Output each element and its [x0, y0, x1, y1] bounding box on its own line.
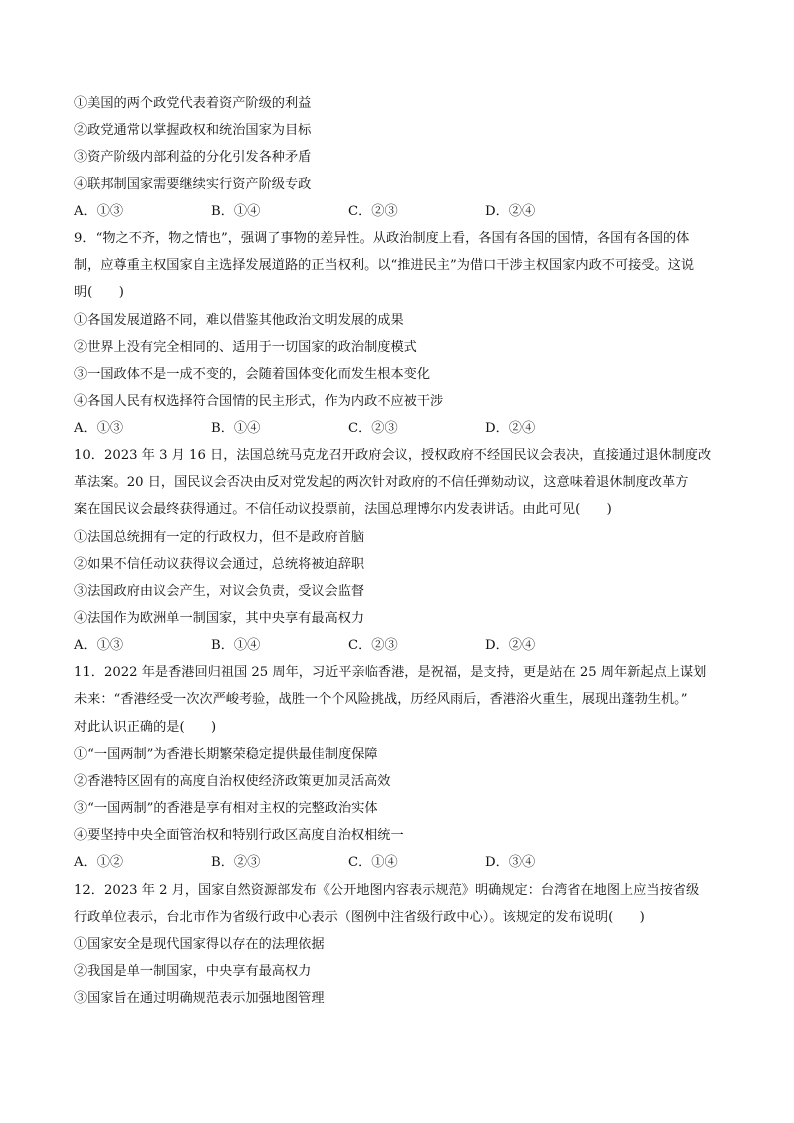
q10-option-3: ③法国政府由议会产生，对议会负责，受议会监督 [74, 584, 365, 599]
q11-option-1: ①“一国两制”为香港长期繁荣稳定提供最佳制度保障 [74, 747, 378, 762]
q9-choices [74, 420, 734, 438]
q10-stem-line-1: 10．2023 年 3 月 16 日，法国总统马克龙召开政府会议，授权政府不经国民议会表决，直接通过退休制度改 [74, 448, 712, 463]
q9-stem-line-3: 明( ) [74, 285, 124, 300]
q12-option-1: ①国家安全是现代国家得以存在的法理依据 [74, 937, 325, 952]
q11-option-2: ②香港特区固有的高度自治权使经济政策更加灵活高效 [74, 774, 391, 789]
q8-choice-a: A．①③ [74, 204, 124, 219]
q12-stem-line-2: 行政单位表示，台北市作为省级行政中心表示（图例中注省级行政中心）。该规定的发布说明( ) [74, 910, 645, 925]
q10-choice-b: B．①④ [211, 638, 261, 653]
q11-choice-d: D．③④ [485, 855, 536, 870]
q11-option-3: ③“一国两制”的香港是享有相对主权的完整政治实体 [74, 801, 378, 816]
q11-stem-line-1: 11．2022 年是香港回归祖国 25 周年，习近平亲临香港，是祝福，是支持，更是站在 25 周年新起点上谋划 [74, 665, 707, 680]
q11-option-4: ④要坚持中央全面管治权和特别行政区高度自治权相统一 [74, 828, 404, 843]
q11-stem-line-3: 对此认识正确的是( ) [74, 720, 217, 735]
q9-stem-line-1: 9．“物之不齐，物之情也”，强调了事物的差异性。从政治制度上看，各国有各国的国情，各国有各国的体 [74, 231, 690, 246]
q11-choice-b: B．②③ [211, 855, 261, 870]
q12-option-2: ②我国是单一制国家，中央享有最高权力 [74, 964, 312, 979]
q10-option-2: ②如果不信任动议获得议会通过，总统将被迫辞职 [74, 557, 365, 572]
q9-option-1: ①各国发展道路不同，难以借鉴其他政治文明发展的成果 [74, 313, 404, 328]
q11-choice-a: A．①② [74, 855, 124, 870]
q11-choice-c: C．①④ [348, 855, 398, 870]
q10-stem-line-3: 案在国民议会最终获得通过。不信任动议投票前，法国总理博尔内发表讲话。由此可见( ) [74, 502, 612, 517]
q8-choice-d: D．②④ [485, 204, 536, 219]
q9-choice-a: A．①③ [74, 421, 124, 436]
q12-stem-line-1: 12．2023 年 2 月，国家自然资源部发布《公开地图内容表示规范》明确规定：台湾省在地图上应当按省级 [74, 883, 700, 898]
q9-option-4: ④各国人民有权选择符合国情的民主形式，作为内政不应被干涉 [74, 394, 444, 409]
q9-choice-d: D．②④ [485, 421, 536, 436]
q8-option-3: ③资产阶级内部利益的分化引发各种矛盾 [74, 150, 312, 165]
q12-option-3: ③国家旨在通过明确规范表示加强地图管理 [74, 991, 325, 1006]
q8-option-2: ②政党通常以掌握政权和统治国家为目标 [74, 123, 312, 138]
q9-choice-b: B．①④ [211, 421, 261, 436]
q11-stem-line-2: 未来：“香港经受一次次严峻考验，战胜一个个风险挑战，历经风雨后，香港浴火重生，展现出蓬勃生机。” [74, 692, 688, 707]
q9-stem-line-2: 制，应尊重主权国家自主选择发展道路的正当权利。以“推进民主”为借口干涉主权国家内政不可接受。这说 [74, 258, 695, 273]
q9-option-2: ②世界上没有完全相同的、适用于一切国家的政治制度模式 [74, 340, 417, 355]
q10-choice-d: D．②④ [485, 638, 536, 653]
q10-choice-c: C．②③ [348, 638, 398, 653]
q8-choice-c: C．②③ [348, 204, 398, 219]
q9-option-3: ③一国政体不是一成不变的，会随着国体变化而发生根本变化 [74, 367, 431, 382]
q10-stem-line-2: 革法案。20 日，国民议会否决由反对党发起的两次针对政府的不信任弹劾动议，这意味着退休制度改革方 [74, 475, 689, 490]
q10-option-4: ④法国作为欧洲单一制国家，其中央享有最高权力 [74, 611, 365, 626]
q8-choices [74, 203, 734, 221]
q10-choices [74, 637, 734, 655]
q8-option-1: ①美国的两个政党代表着资产阶级的利益 [74, 96, 312, 111]
q11-choices [74, 854, 734, 872]
q8-choice-b: B．①④ [211, 204, 261, 219]
q10-choice-a: A．①③ [74, 638, 124, 653]
q10-option-1: ①法国总统拥有一定的行政权力，但不是政府首脑 [74, 530, 365, 545]
q8-option-4: ④联邦制国家需要继续实行资产阶级专政 [74, 177, 312, 192]
q9-choice-c: C．②③ [348, 421, 398, 436]
